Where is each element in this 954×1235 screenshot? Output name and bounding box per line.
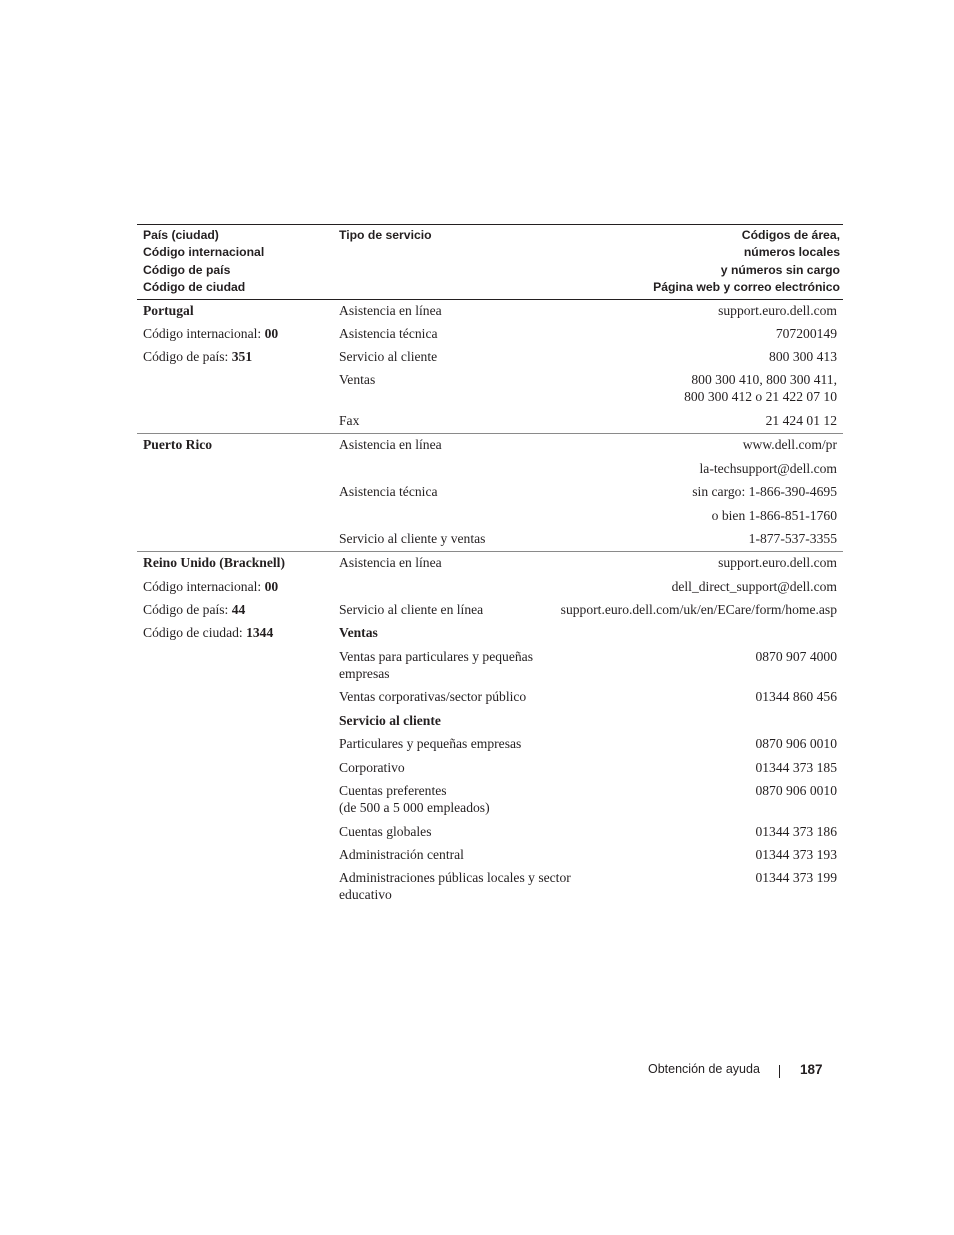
header-line: Códigos de área, <box>741 228 840 242</box>
table-row <box>137 434 843 458</box>
header-line: Código de país <box>143 262 231 277</box>
country-code-label: Código de país: <box>143 349 232 364</box>
service-type: Servicio al cliente y ventas <box>339 531 486 546</box>
country-group-puerto-rico <box>137 434 843 552</box>
header-col-service <box>339 227 432 244</box>
service-type: Ventas <box>339 372 376 387</box>
contact-value: 0870 906 0010 <box>755 736 837 751</box>
contact-value-line: 800 300 412 o 21 422 07 10 <box>684 389 837 404</box>
contact-value: 01344 373 193 <box>755 847 837 862</box>
table-row <box>137 867 843 907</box>
header-line: Código de ciudad <box>143 279 246 294</box>
country-name: Portugal <box>143 303 194 318</box>
city-code-label: Código de ciudad: <box>143 625 247 640</box>
service-type-line: empresas <box>339 665 390 681</box>
service-type <box>339 782 601 816</box>
table-row <box>137 710 843 734</box>
contact-value: 01344 373 199 <box>755 870 837 885</box>
contact-value: 0870 906 0010 <box>755 783 837 798</box>
service-type-line: Cuentas preferentes <box>339 783 447 798</box>
country-group-portugal <box>137 300 843 434</box>
service-type: Asistencia en línea <box>339 437 442 452</box>
header-line: números locales <box>743 245 840 260</box>
service-type: Particulares y pequeñas empresas <box>339 736 522 751</box>
contact-value: 707200149 <box>775 326 837 341</box>
contact-value: 01344 860 456 <box>755 689 837 704</box>
international-code-label: Código internacional: <box>143 326 265 341</box>
footer-divider <box>779 1065 780 1078</box>
table-row <box>137 844 843 867</box>
service-type: Asistencia técnica <box>339 484 438 499</box>
international-code <box>143 578 278 595</box>
table-row <box>137 481 843 505</box>
contact-value: support.euro.dell.com/uk/en/ECare/form/home.asp <box>560 602 837 617</box>
contact-value: la-techsupport@dell.com <box>699 460 837 476</box>
service-type: Ventas corporativas/sector público <box>339 689 527 704</box>
table-row <box>137 346 843 369</box>
table-row <box>137 410 843 433</box>
contact-value <box>684 371 837 405</box>
contact-value: 21 424 01 12 <box>765 413 837 428</box>
service-type-line: (de 500 a 5 000 empleados) <box>339 800 490 815</box>
service-type-line: educativo <box>339 887 392 902</box>
contact-value: support.euro.dell.com <box>718 303 837 318</box>
city-code-value: 1344 <box>246 625 274 640</box>
table-row <box>137 622 843 646</box>
international-code-label: Código internacional: <box>143 578 265 594</box>
contact-value: support.euro.dell.com <box>718 555 837 570</box>
table-row <box>137 599 843 622</box>
table-row <box>137 733 843 757</box>
table-header <box>137 225 843 300</box>
contact-value: o bien 1-866-851-1760 <box>711 507 837 523</box>
international-code <box>143 325 278 342</box>
city-code <box>143 624 273 641</box>
service-type: Servicio al cliente en línea <box>339 602 484 617</box>
service-type: Administración central <box>339 847 464 862</box>
service-type: Servicio al cliente <box>339 349 438 364</box>
service-subheading: Servicio al cliente <box>339 712 441 728</box>
contact-value: www.dell.com/pr <box>742 437 837 452</box>
table-row <box>137 552 843 576</box>
table-row <box>137 576 843 600</box>
contact-value: sin cargo: 1-866-390-4695 <box>692 484 837 499</box>
service-type: Asistencia técnica <box>339 326 438 341</box>
header-line: Tipo de servicio <box>339 228 432 242</box>
service-type: Cuentas globales <box>339 823 432 839</box>
service-type <box>339 648 601 682</box>
contact-table <box>137 224 843 907</box>
service-type <box>339 869 601 903</box>
service-type: Corporativo <box>339 759 405 775</box>
header-line: País (ciudad) <box>143 228 219 242</box>
service-type: Fax <box>339 413 360 428</box>
table-row <box>137 528 843 551</box>
country-name: Puerto Rico <box>143 437 213 452</box>
service-type-line: Administraciones públicas locales y sector <box>339 870 571 885</box>
header-col-country <box>143 227 264 296</box>
country-group-uk <box>137 552 843 907</box>
table-row <box>137 300 843 323</box>
service-subheading: Ventas <box>339 625 378 640</box>
table-row <box>137 646 843 687</box>
table-row <box>137 686 843 710</box>
contact-value: 0870 907 4000 <box>755 648 837 664</box>
contact-value: 1-877-537-3355 <box>748 531 837 546</box>
table-row <box>137 458 843 482</box>
contact-value: dell_direct_support@dell.com <box>671 578 837 594</box>
contact-value: 800 300 413 <box>769 349 837 364</box>
header-col-numbers <box>653 227 840 296</box>
country-code-value: 44 <box>231 602 246 617</box>
service-type: Asistencia en línea <box>339 303 442 318</box>
section-title: Obtención de ayuda <box>648 1062 760 1076</box>
header-line: Página web y correo electrónico <box>653 279 840 294</box>
service-type: Asistencia en línea <box>339 555 442 570</box>
table-row <box>137 369 843 410</box>
header-line: y números sin cargo <box>720 262 840 277</box>
table-row <box>137 505 843 529</box>
service-type-line: Ventas para particulares y pequeñas <box>339 648 534 664</box>
contact-value-line: 800 300 410, 800 300 411, <box>691 372 837 387</box>
international-code-value: 00 <box>264 578 279 594</box>
header-line: Código internacional <box>143 245 265 260</box>
table-row <box>137 780 843 821</box>
table-row <box>137 821 843 845</box>
page-number: 187 <box>800 1062 823 1077</box>
country-code <box>143 601 245 618</box>
country-code-label: Código de país: <box>143 602 232 617</box>
table-row <box>137 757 843 781</box>
country-code <box>143 348 252 365</box>
international-code-value: 00 <box>264 326 279 341</box>
country-name: Reino Unido (Bracknell) <box>143 555 285 570</box>
contact-value: 01344 373 185 <box>755 759 837 775</box>
contact-value: 01344 373 186 <box>755 823 837 839</box>
country-code-value: 351 <box>231 349 253 364</box>
table-row <box>137 323 843 346</box>
